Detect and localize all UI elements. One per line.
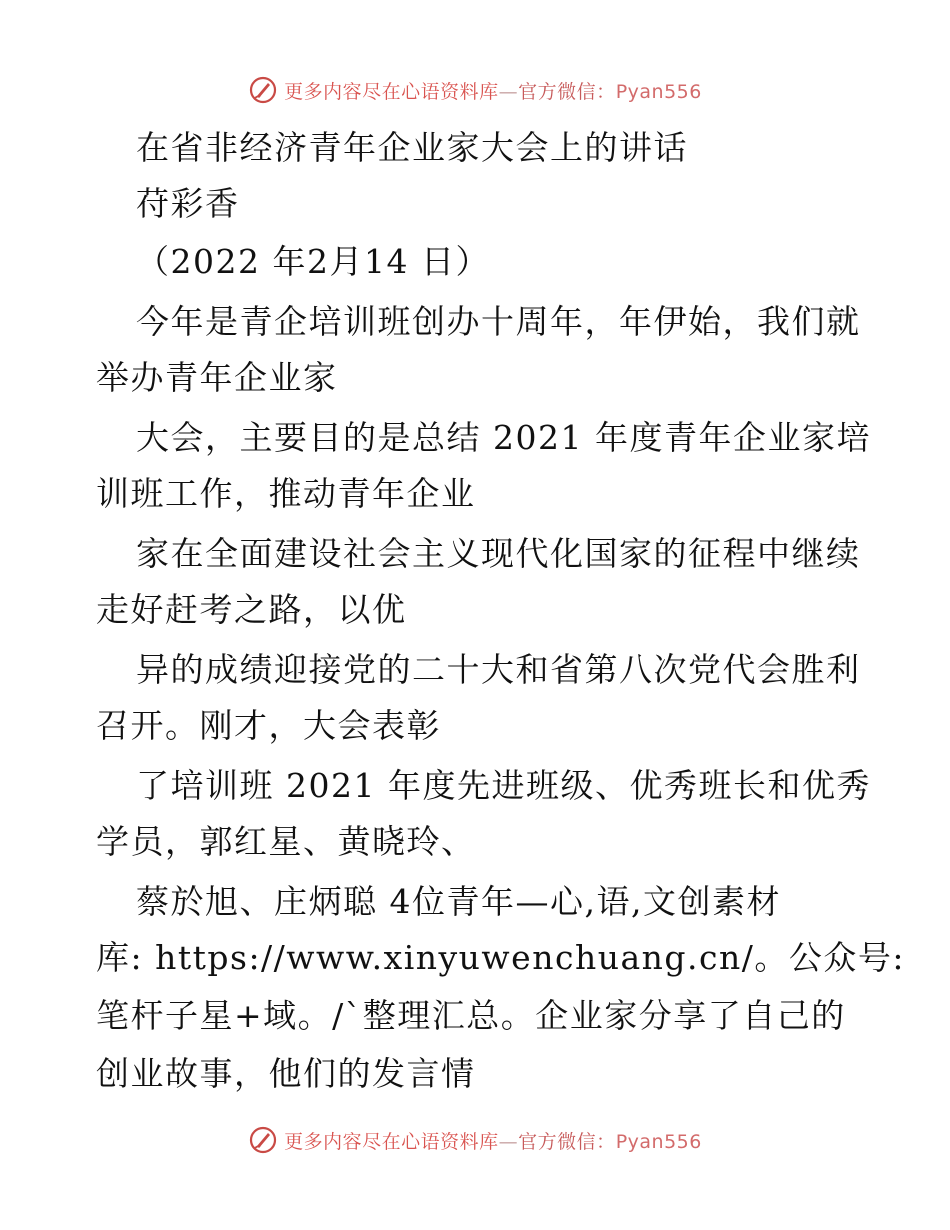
- speech-title: 在省非经济青年企业家大会上的讲话: [136, 128, 688, 167]
- paragraph-line: 训班工作，推动青年企业: [96, 474, 476, 513]
- paragraph-line: 举办青年企业家: [96, 358, 338, 397]
- paragraph-line: 今年是青企培训班创办十周年，年伊始，我们就: [136, 302, 861, 341]
- paragraph-line: 走好赶考之路，以优: [96, 590, 407, 629]
- speech-date: （2022 年2月14 日）: [136, 242, 490, 281]
- paragraph-line: 蔡於旭、庄炳聪 4位青年—心,语,文创素材: [136, 882, 781, 921]
- paragraph-line: 学员，郭红星、黄晓玲、: [96, 822, 476, 861]
- paragraph-line: 笔杆子星+域。/`整理汇总。企业家分享了自己的: [96, 996, 846, 1035]
- paragraph-line: 创业故事，他们的发言情: [96, 1054, 476, 1093]
- paragraph-line: 家在全面建设社会主义现代化国家的征程中继续: [136, 534, 861, 573]
- speaker-name: 苻彩香: [136, 184, 240, 223]
- paragraph-line: 大会，主要目的是总结 2021 年度青年企业家培: [136, 418, 871, 457]
- watermark-text: 更多内容尽在心语资料库—官方微信：Pyan556: [284, 80, 702, 103]
- watermark-text: 更多内容尽在心语资料库—官方微信：Pyan556: [284, 1130, 702, 1153]
- paragraph-line: 异的成绩迎接党的二十大和省第八次党代会胜利: [136, 650, 861, 689]
- footer-watermark: [0, 1120, 950, 1160]
- paragraph-line: 库: https://www.xinyuwenchuang.cn/。公众号:: [96, 938, 905, 977]
- quill-seal-icon: [248, 1125, 278, 1155]
- quill-seal-icon: [248, 75, 278, 105]
- header-watermark: [0, 70, 950, 110]
- paragraph-line: 了培训班 2021 年度先进班级、优秀班长和优秀: [136, 766, 871, 805]
- paragraph-line: 召开。刚才，大会表彰: [96, 706, 441, 745]
